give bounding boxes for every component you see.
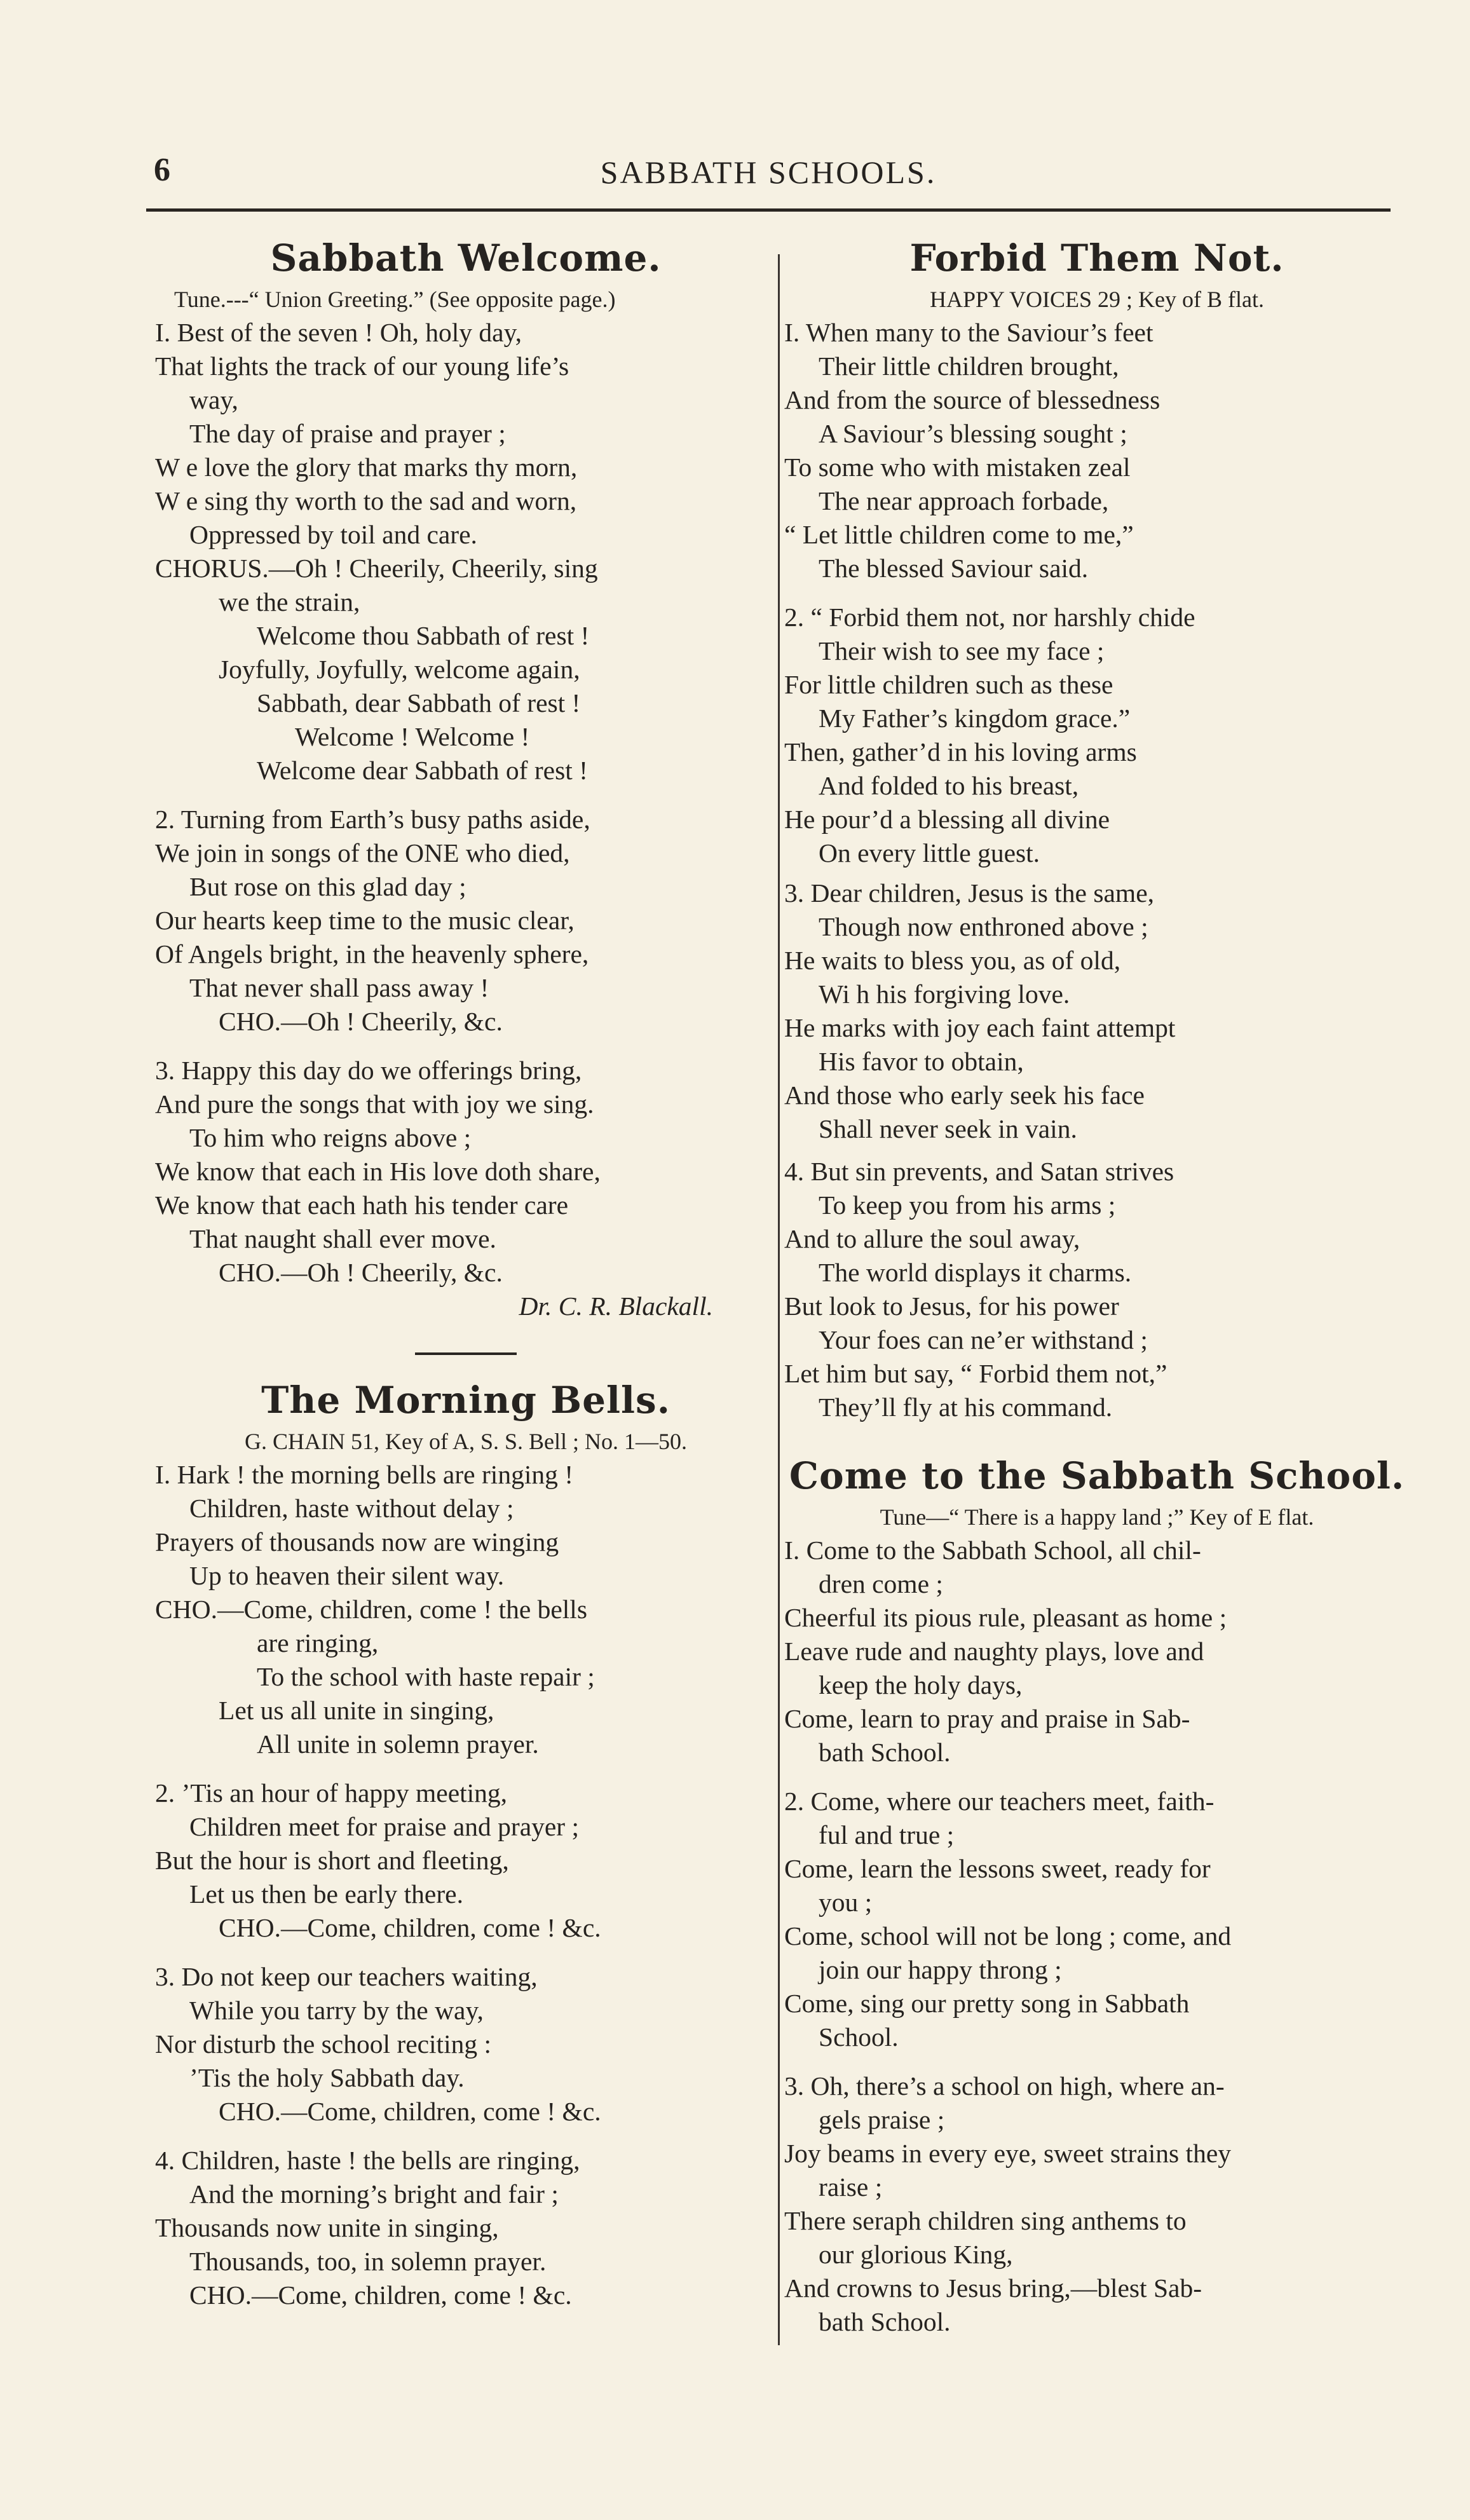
chorus-line: Let us all unite in singing, bbox=[219, 1696, 494, 1725]
verse-line: Your foes can ne’er withstand ; bbox=[819, 1325, 1148, 1354]
verse-line: 2. “ Forbid them not, nor harshly chide bbox=[784, 603, 1195, 632]
verse-3 bbox=[155, 1054, 777, 1323]
verse-line: our glorious King, bbox=[819, 2240, 1013, 2269]
chorus-line: are ringing, bbox=[257, 1628, 379, 1658]
verse-line: 3. Dear children, Jesus is the same, bbox=[784, 878, 1154, 908]
verse-line: But look to Jesus, for his power bbox=[784, 1291, 1119, 1321]
chorus-ref: CHO.—Oh ! Cheerily, &c. bbox=[219, 1007, 503, 1036]
verse-line: Come, learn to pray and praise in Sab- bbox=[784, 1704, 1190, 1733]
verse-line: While you tarry by the way, bbox=[189, 1996, 484, 2025]
hymn-title: Forbid Them Not. bbox=[909, 236, 1284, 280]
verse-line: you ; bbox=[819, 1888, 873, 1917]
verse-line: Let us then be early there. bbox=[189, 1879, 463, 1909]
verse-1 bbox=[784, 316, 1410, 585]
verse-line: I. When many to the Saviour’s feet bbox=[784, 318, 1154, 347]
verse-line: We join in songs of the ONE who died, bbox=[155, 838, 570, 868]
verse-line: On every little guest. bbox=[819, 838, 1040, 868]
right-column bbox=[784, 232, 1410, 2339]
verse-line: 2. ’Tis an hour of happy meeting, bbox=[155, 1778, 508, 1808]
verse-line: And crowns to Jesus bring,—blest Sab- bbox=[784, 2273, 1202, 2303]
verse-line: And those who early seek his face bbox=[784, 1080, 1145, 1110]
verse-line: And pure the songs that with joy we sing. bbox=[155, 1089, 594, 1119]
column-divider bbox=[778, 254, 780, 2345]
verse-line: Come, sing our pretty song in Sabbath bbox=[784, 1989, 1190, 2018]
verse-2 bbox=[155, 803, 777, 1039]
verse-line: Thousands, too, in solemn prayer. bbox=[189, 2247, 547, 2276]
verse-line: raise ; bbox=[819, 2172, 883, 2202]
verse-line: I. Best of the seven ! Oh, holy day, bbox=[155, 318, 522, 347]
hymn-tune: Tune.---“ Union Greeting.” (See opposite page.) bbox=[174, 287, 616, 312]
verse-line: Their wish to see my face ; bbox=[819, 636, 1105, 665]
verse-line: Come, learn the lessons sweet, ready for bbox=[784, 1854, 1211, 1883]
verse-2 bbox=[784, 601, 1410, 870]
page-header bbox=[146, 151, 1391, 189]
verse-4 bbox=[784, 1155, 1410, 1424]
verse-line: join our happy throng ; bbox=[819, 1955, 1062, 1984]
chorus-line: CHORUS.—Oh ! Cheerily, Cheerily, sing bbox=[155, 554, 598, 583]
verse-line: W e love the glory that marks thy morn, bbox=[155, 453, 578, 482]
chorus-line: Joyfully, Joyfully, welcome again, bbox=[219, 655, 580, 684]
verse-line: The day of praise and prayer ; bbox=[189, 419, 506, 448]
hymn-forbid-them-not bbox=[784, 232, 1410, 1424]
verse-line: Wi h his forgiving love. bbox=[819, 979, 1070, 1009]
verse-line: And folded to his breast, bbox=[819, 771, 1079, 800]
chorus-ref: CHO.—Come, children, come ! &c. bbox=[189, 2280, 572, 2310]
verse-line: Up to heaven their silent way. bbox=[189, 1561, 505, 1590]
verse-line: Then, gather’d in his loving arms bbox=[784, 737, 1137, 766]
verse-line: bath School. bbox=[819, 2307, 951, 2336]
verse-line: “ Let little children come to me,” bbox=[784, 520, 1134, 549]
hymn-title: Sabbath Welcome. bbox=[270, 236, 662, 280]
hymn-title: Come to the Sabbath School. bbox=[789, 1454, 1405, 1497]
verse-line: And from the source of blessedness bbox=[784, 385, 1160, 414]
chorus-ref: CHO.—Come, children, come ! &c. bbox=[219, 1913, 601, 1942]
verse-line: Prayers of thousands now are winging bbox=[155, 1527, 559, 1556]
verse-line: And to allure the soul away, bbox=[784, 1224, 1080, 1253]
verse-line: The world displays it charms. bbox=[819, 1258, 1132, 1287]
verse-line: To him who reigns above ; bbox=[189, 1123, 472, 1152]
verse-line: bath School. bbox=[819, 1738, 951, 1767]
verse-line: 3. Do not keep our teachers waiting, bbox=[155, 1962, 538, 1991]
chorus-line: Welcome ! Welcome ! bbox=[295, 722, 530, 751]
verse-line: 3. Happy this day do we offerings bring, bbox=[155, 1056, 582, 1085]
verse-line: Let him but say, “ Forbid them not,” bbox=[784, 1359, 1167, 1388]
verse-line: 3. Oh, there’s a school on high, where an- bbox=[784, 2071, 1225, 2101]
verse-line: My Father’s kingdom grace.” bbox=[819, 704, 1131, 733]
verse-line: Our hearts keep time to the music clear, bbox=[155, 906, 575, 935]
author-credit: Dr. C. R. Blackall. bbox=[519, 1291, 713, 1321]
verse-line: That naught shall ever move. bbox=[189, 1224, 496, 1253]
verse-line: I. Hark ! the morning bells are ringing ! bbox=[155, 1460, 574, 1489]
verse-line: But rose on this glad day ; bbox=[189, 872, 466, 901]
verse-line: gels praise ; bbox=[819, 2105, 945, 2134]
chorus-line: Welcome dear Sabbath of rest ! bbox=[257, 756, 588, 785]
verse-line: His favor to obtain, bbox=[819, 1047, 1024, 1076]
running-head: SABBATH SCHOOLS. bbox=[600, 154, 937, 190]
left-column bbox=[155, 232, 777, 2312]
verse-line: 2. Come, where our teachers meet, faith- bbox=[784, 1787, 1215, 1816]
verse-4 bbox=[155, 2144, 777, 2312]
verse-line: To some who with mistaken zeal bbox=[784, 453, 1131, 482]
verse-line: way, bbox=[189, 385, 238, 414]
verse-line: 4. Children, haste ! the bells are ringing, bbox=[155, 2146, 580, 2175]
verse-2 bbox=[784, 1785, 1410, 2054]
verse-line: keep the holy days, bbox=[819, 1670, 1023, 1699]
chorus-line: Welcome thou Sabbath of rest ! bbox=[257, 621, 590, 650]
chorus-line: All unite in solemn prayer. bbox=[257, 1729, 539, 1759]
hymn-tune: HAPPY VOICES 29 ; Key of B flat. bbox=[929, 287, 1264, 312]
verse-line: They’ll fly at his command. bbox=[819, 1393, 1113, 1422]
verse-2 bbox=[155, 1776, 777, 1945]
verse-line: Nor disturb the school reciting : bbox=[155, 2029, 492, 2059]
verse-1 bbox=[155, 316, 777, 787]
hymn-tune: Tune—“ There is a happy land ;” Key of E flat. bbox=[880, 1504, 1314, 1530]
verse-line: School. bbox=[819, 2022, 899, 2052]
verse-line: Of Angels bright, in the heavenly sphere, bbox=[155, 939, 589, 969]
chorus-line: Sabbath, dear Sabbath of rest ! bbox=[257, 688, 581, 718]
verse-line: That never shall pass away ! bbox=[189, 973, 489, 1002]
verse-line: ’Tis the holy Sabbath day. bbox=[189, 2063, 465, 2092]
verse-line: Oppressed by toil and care. bbox=[189, 520, 477, 549]
verse-line: Their little children brought, bbox=[819, 351, 1119, 381]
verse-line: We know that each hath his tender care bbox=[155, 1190, 568, 1220]
verse-3 bbox=[784, 2069, 1410, 2339]
verse-3 bbox=[784, 876, 1410, 1146]
verse-line: Children, haste without delay ; bbox=[189, 1494, 514, 1523]
hymn-tune: G. CHAIN 51, Key of A, S. S. Bell ; No. 1—50. bbox=[244, 1429, 687, 1454]
section-separator bbox=[415, 1352, 517, 1355]
verse-line: 4. But sin prevents, and Satan strives bbox=[784, 1157, 1174, 1186]
verse-line: The near approach forbade, bbox=[819, 486, 1109, 515]
verse-line: Though now enthroned above ; bbox=[819, 912, 1148, 941]
verse-line: He marks with joy each faint attempt bbox=[784, 1013, 1176, 1042]
verse-line: W e sing thy worth to the sad and worn, bbox=[155, 486, 577, 515]
verse-line: Come, school will not be long ; come, and bbox=[784, 1921, 1232, 1951]
verse-line: He waits to bless you, as of old, bbox=[784, 946, 1121, 975]
verse-line: Children meet for praise and prayer ; bbox=[189, 1812, 580, 1841]
verse-line: Joy beams in every eye, sweet strains they bbox=[784, 2139, 1231, 2168]
verse-line: I. Come to the Sabbath School, all chil- bbox=[784, 1536, 1201, 1565]
hymn-morning-bells bbox=[155, 1374, 777, 2312]
verse-line: Shall never seek in vain. bbox=[819, 1114, 1077, 1143]
verse-line: A Saviour’s blessing sought ; bbox=[819, 419, 1127, 448]
hymn-come-to-the-sabbath-school bbox=[784, 1450, 1410, 2339]
chorus-ref: CHO.—Oh ! Cheerily, &c. bbox=[219, 1258, 503, 1287]
verse-line: For little children such as these bbox=[784, 670, 1113, 699]
hymn-sabbath-welcome bbox=[155, 232, 777, 1323]
verse-3 bbox=[155, 1960, 777, 2128]
chorus-line: To the school with haste repair ; bbox=[257, 1662, 595, 1691]
verse-line: 2. Turning from Earth’s busy paths aside, bbox=[155, 805, 590, 834]
verse-line: There seraph children sing anthems to bbox=[784, 2206, 1187, 2235]
verse-line: And the morning’s bright and fair ; bbox=[189, 2179, 559, 2209]
chorus-ref: CHO.—Come, children, come ! &c. bbox=[219, 2097, 601, 2126]
header-rule bbox=[146, 208, 1391, 212]
chorus-line: we the strain, bbox=[219, 587, 360, 616]
verse-line: That lights the track of our young life’s bbox=[155, 351, 569, 381]
verse-line: The blessed Saviour said. bbox=[819, 554, 1089, 583]
verse-line: dren come ; bbox=[819, 1569, 943, 1598]
verse-line: But the hour is short and fleeting, bbox=[155, 1846, 509, 1875]
verse-line: ful and true ; bbox=[819, 1820, 955, 1849]
verse-1 bbox=[784, 1534, 1410, 1769]
chorus-line: CHO.—Come, children, come ! the bells bbox=[155, 1595, 587, 1624]
verse-1 bbox=[155, 1458, 777, 1761]
verse-line: We know that each in His love doth share, bbox=[155, 1157, 601, 1186]
verse-line: Leave rude and naughty plays, love and bbox=[784, 1637, 1204, 1666]
page-number: 6 bbox=[154, 152, 170, 188]
verse-line: Thousands now unite in singing, bbox=[155, 2213, 499, 2242]
verse-line: Cheerful its pious rule, pleasant as home ; bbox=[784, 1603, 1227, 1632]
verse-line: To keep you from his arms ; bbox=[819, 1190, 1116, 1220]
verse-line: He pour’d a blessing all divine bbox=[784, 805, 1110, 834]
hymn-title: The Morning Bells. bbox=[261, 1379, 670, 1422]
